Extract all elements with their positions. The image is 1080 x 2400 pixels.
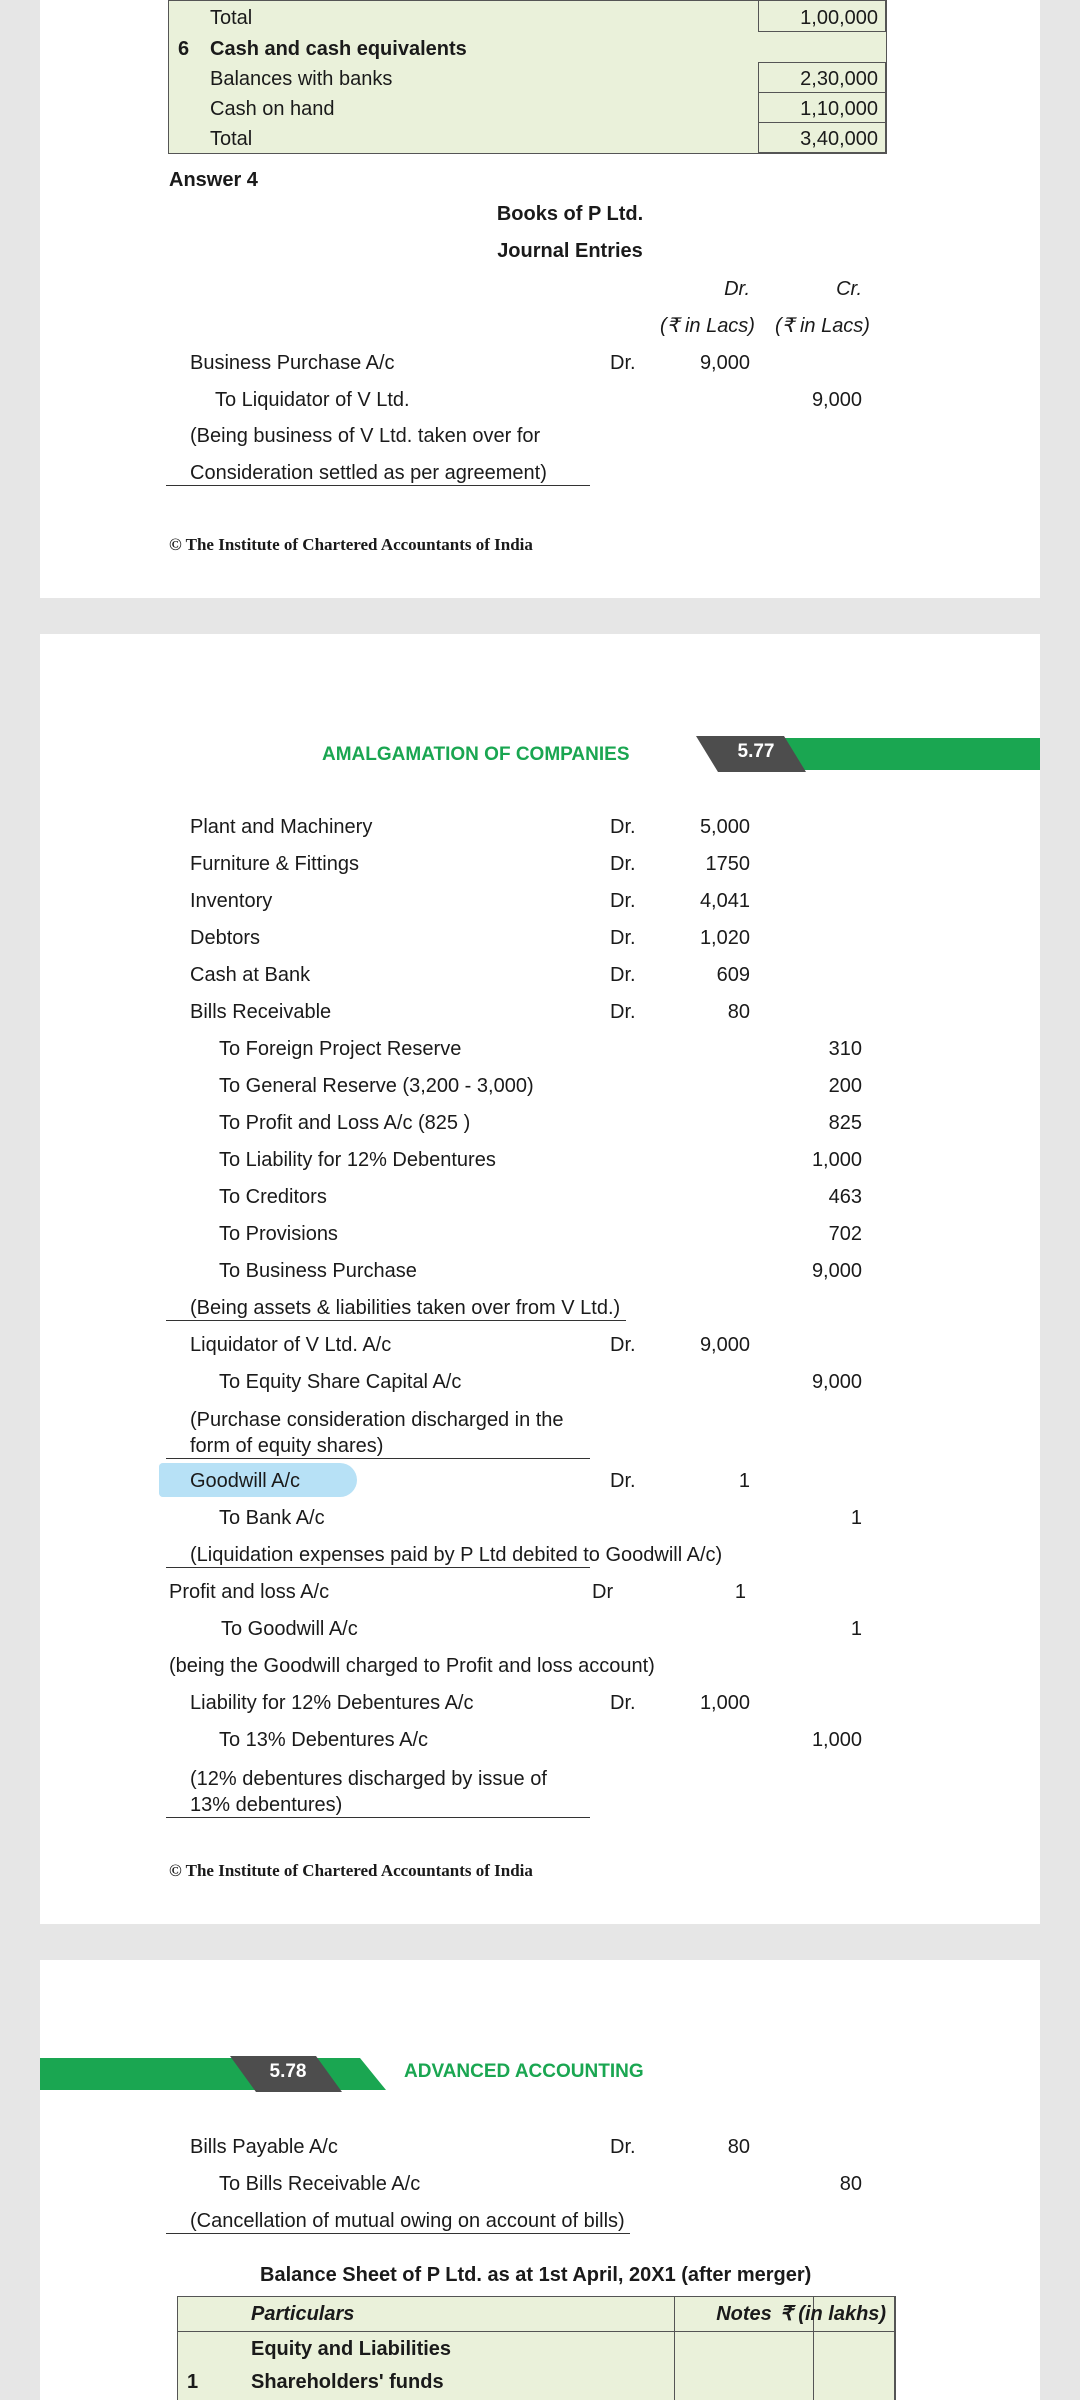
dr-marker: Dr.: [610, 964, 636, 986]
debit-amount: 4,041: [699, 890, 750, 912]
page-number-tab: [40, 2055, 400, 2093]
table-row-label: Balances with banks: [210, 68, 393, 90]
cr-column-header: Cr.: [836, 278, 862, 300]
narration: (Being assets & liabilities taken over from V Ltd.): [190, 1297, 621, 1319]
credit-account: To 13% Debentures A/c: [219, 1729, 429, 1751]
dr-marker: Dr.: [610, 1470, 636, 1492]
table-row-value: 2,30,000: [800, 68, 878, 90]
narration: form of equity shares): [190, 1435, 384, 1457]
narration: (Liquidation expenses paid by P Ltd debited to Goodwill A/c): [190, 1544, 723, 1566]
table-row-value: 3,40,000: [800, 128, 878, 150]
debit-account: Plant and Machinery: [190, 816, 373, 838]
credit-account: To Provisions: [219, 1223, 338, 1245]
debit-account: Business Purchase A/c: [190, 352, 395, 374]
journal-title: Journal Entries: [497, 240, 643, 262]
credit-amount: 702: [828, 1223, 862, 1245]
narration: 13% debentures): [190, 1794, 343, 1816]
table-row-number: 6: [178, 38, 190, 60]
table-row-label: Cash and cash equivalents: [210, 38, 467, 60]
debit-account: Inventory: [190, 890, 273, 912]
debit-account: Furniture & Fittings: [190, 853, 359, 875]
debit-amount: 1,020: [699, 927, 750, 949]
debit-account: Debtors: [190, 927, 261, 949]
document-page-2: [40, 634, 1040, 1924]
credit-amount: 200: [828, 1075, 862, 1097]
narration: (Being business of V Ltd. taken over for: [190, 425, 541, 447]
credit-account: To Bills Receivable A/c: [219, 2173, 421, 2195]
table-row-label: Shareholders' funds: [251, 2371, 444, 2393]
page-number: 5.77: [737, 741, 775, 762]
debit-amount: 80: [727, 1001, 750, 1023]
table-row-number: 1: [187, 2371, 199, 2393]
chapter-header: AMALGAMATION OF COMPANIES: [322, 744, 630, 765]
column-header-particulars: Particulars: [251, 2303, 355, 2325]
dr-marker: Dr.: [610, 853, 636, 875]
dr-unit-header: (₹ in Lacs): [660, 315, 755, 337]
credit-amount: 9,000: [811, 1260, 862, 1282]
dr-marker: Dr.: [610, 816, 636, 838]
document-page-1: [40, 0, 1040, 598]
dr-marker: Dr.: [610, 1692, 636, 1714]
table-row-label: Total: [210, 7, 253, 29]
debit-account: Liability for 12% Debentures A/c: [190, 1692, 474, 1714]
debit-account: Goodwill A/c: [190, 1470, 301, 1492]
credit-account: To Liquidator of V Ltd.: [215, 389, 410, 411]
credit-amount: 1,000: [811, 1729, 862, 1751]
page-number: 5.78: [269, 2061, 307, 2082]
credit-account: To General Reserve (3,200 - 3,000): [219, 1075, 534, 1097]
credit-amount: 463: [828, 1186, 862, 1208]
dr-marker: Dr: [592, 1581, 614, 1603]
dr-marker: Dr.: [610, 1001, 636, 1023]
dr-marker: Dr.: [610, 890, 636, 912]
debit-account: Cash at Bank: [190, 964, 311, 986]
debit-account: Profit and loss A/c: [169, 1581, 330, 1603]
credit-account: To Liability for 12% Debentures: [219, 1149, 496, 1171]
book-title: Books of P Ltd.: [496, 203, 644, 225]
credit-amount: 1: [850, 1507, 862, 1529]
credit-amount: 825: [828, 1112, 862, 1134]
copyright-footer: © The Institute of Chartered Accountants of India: [169, 1861, 533, 1880]
credit-account: To Foreign Project Reserve: [219, 1038, 462, 1060]
debit-amount: 1750: [705, 853, 750, 875]
narration: (being the Goodwill charged to Profit and loss account): [169, 1655, 655, 1677]
answer-heading: Answer 4: [169, 169, 258, 191]
table-row-value: 1,00,000: [800, 7, 878, 29]
column-header-notes: Notes: [716, 2303, 772, 2325]
table-row-label: Cash on hand: [210, 98, 335, 120]
credit-amount: 1: [850, 1618, 862, 1640]
debit-amount: 609: [716, 964, 750, 986]
table-row-label: Total: [210, 128, 253, 150]
table-row-label: Equity and Liabilities: [251, 2338, 452, 2360]
dr-marker: Dr.: [610, 927, 636, 949]
narration: (12% debentures discharged by issue of: [190, 1768, 547, 1790]
debit-account: Bills Payable A/c: [190, 2136, 338, 2158]
credit-amount: 9,000: [811, 1371, 862, 1393]
credit-account: To Bank A/c: [219, 1507, 325, 1529]
debit-amount: 80: [727, 2136, 750, 2158]
debit-amount: 9,000: [699, 1334, 750, 1356]
copyright-footer: © The Institute of Chartered Accountants of India: [169, 535, 533, 554]
credit-amount: 80: [839, 2173, 862, 2195]
dr-marker: Dr.: [610, 352, 636, 374]
dr-marker: Dr.: [610, 2136, 636, 2158]
credit-account: To Goodwill A/c: [221, 1618, 358, 1640]
column-header-amount: ₹ (in lakhs): [780, 2303, 887, 2325]
narration: (Purchase consideration discharged in the: [190, 1409, 564, 1431]
table-row-value: 1,10,000: [800, 98, 878, 120]
debit-account: Bills Receivable: [190, 1001, 332, 1023]
credit-amount: 310: [828, 1038, 862, 1060]
balance-sheet-title: Balance Sheet of P Ltd. as at 1st April, 20X1 (after merger): [260, 2264, 812, 2286]
debit-amount: 9,000: [699, 352, 750, 374]
credit-amount: 1,000: [811, 1149, 862, 1171]
credit-account: To Business Purchase: [219, 1260, 417, 1282]
chapter-header: ADVANCED ACCOUNTING: [404, 2061, 644, 2082]
dr-marker: Dr.: [610, 1334, 636, 1356]
debit-amount: 1: [734, 1581, 746, 1603]
credit-amount: 9,000: [811, 389, 862, 411]
narration: (Cancellation of mutual owing on account of bills): [190, 2210, 625, 2232]
dr-column-header: Dr.: [724, 278, 750, 300]
credit-account: To Creditors: [219, 1186, 327, 1208]
debit-account: Liquidator of V Ltd. A/c: [190, 1334, 392, 1356]
debit-amount: 1: [738, 1470, 750, 1492]
cr-unit-header: (₹ in Lacs): [775, 315, 870, 337]
document-page-3: [40, 1960, 1040, 2400]
debit-amount: 1,000: [699, 1692, 750, 1714]
credit-account: To Equity Share Capital A/c: [219, 1371, 462, 1393]
narration: Consideration settled as per agreement): [190, 462, 547, 484]
debit-amount: 5,000: [699, 816, 750, 838]
credit-account: To Profit and Loss A/c (825 ): [219, 1112, 471, 1134]
